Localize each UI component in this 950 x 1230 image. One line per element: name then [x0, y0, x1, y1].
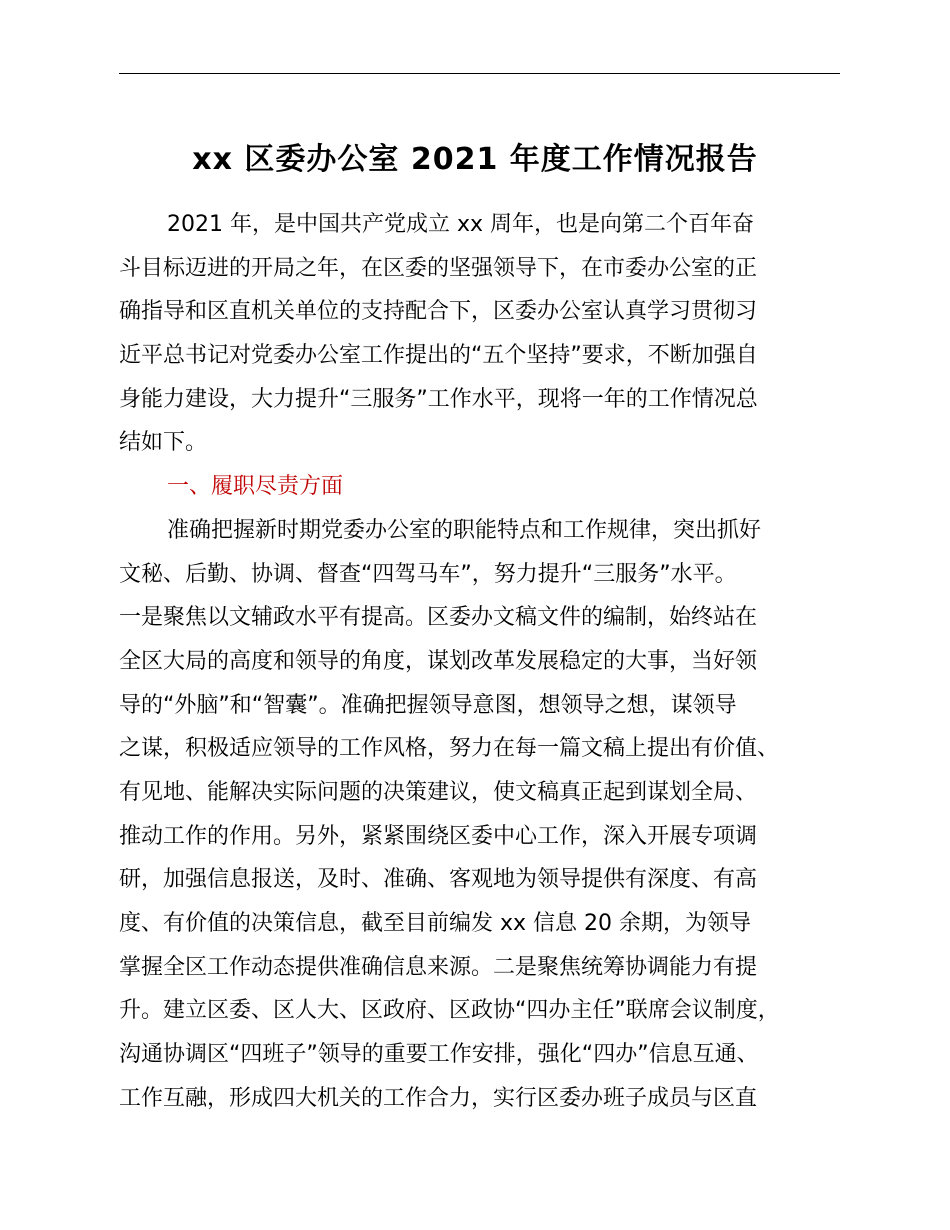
section-heading: 一、履职尽责方面: [167, 474, 344, 500]
section-line: 工作互融，形成四大机关的工作合力，实行区委办班子成员与区直: [119, 1085, 758, 1111]
document-body: [119, 203, 859, 1120]
section-line: 一是聚焦以文辅政水平有提高。区委办文稿文件的编制，始终站在: [119, 605, 758, 631]
section-line: 导的“外脑”和“智囊”。准确把握领导意图，想领导之想，谋领导: [119, 692, 737, 718]
section-line: 推动工作的作用。另外，紧紧围绕区委中心工作，深入开展专项调: [119, 823, 758, 849]
section-line: 度、有价值的决策信息，截至目前编发 xx 信息 20 余期，为领导: [119, 911, 752, 936]
intro-line: 结如下。: [119, 430, 208, 456]
header-rule: [119, 73, 840, 74]
section-line: 准确把握新时期党委办公室的职能特点和工作规律，突出抓好: [167, 517, 762, 543]
section-line: 文秘、后勤、协调、督查“四驾马车”，努力提升“三服务”水平。: [119, 561, 737, 587]
intro-line: 确指导和区直机关单位的支持配合下，区委办公室认真学习贯彻习: [119, 299, 758, 325]
section-line: 有见地、能解决实际问题的决策建议，使文稿真正起到谋划全局、: [119, 779, 758, 805]
intro-line: 斗目标迈进的开局之年，在区委的坚强领导下，在市委办公室的正: [119, 255, 758, 281]
intro-line: 身能力建设，大力提升“三服务”工作水平，现将一年的工作情况总: [119, 386, 758, 412]
intro-line: 2021 年，是中国共产党成立 xx 周年，也是向第二个百年奋: [167, 212, 755, 237]
section-line: 沟通协调区“四班子”领导的重要工作安排，强化“四办”信息互通、: [119, 1042, 759, 1068]
section-line: 全区大局的高度和领导的角度，谋划改革发展稳定的大事，当好领: [119, 648, 758, 674]
section-line: 升。建立区委、区人大、区政府、区政协“四办主任”联席会议制度，: [119, 998, 780, 1024]
document-title: xx 区委办公室 2021 年度工作情况报告: [192, 142, 758, 177]
intro-line: 近平总书记对党委办公室工作提出的“五个坚持”要求，不断加强自: [119, 343, 758, 369]
section-line: 掌握全区工作动态提供准确信息来源。二是聚焦统筹协调能力有提: [119, 954, 758, 980]
section-line: 研，加强信息报送，及时、准确、客观地为领导提供有深度、有高: [119, 867, 758, 893]
section-line: 之谋，积极适应领导的工作风格，努力在每一篇文稿上提出有价值、: [119, 736, 780, 762]
